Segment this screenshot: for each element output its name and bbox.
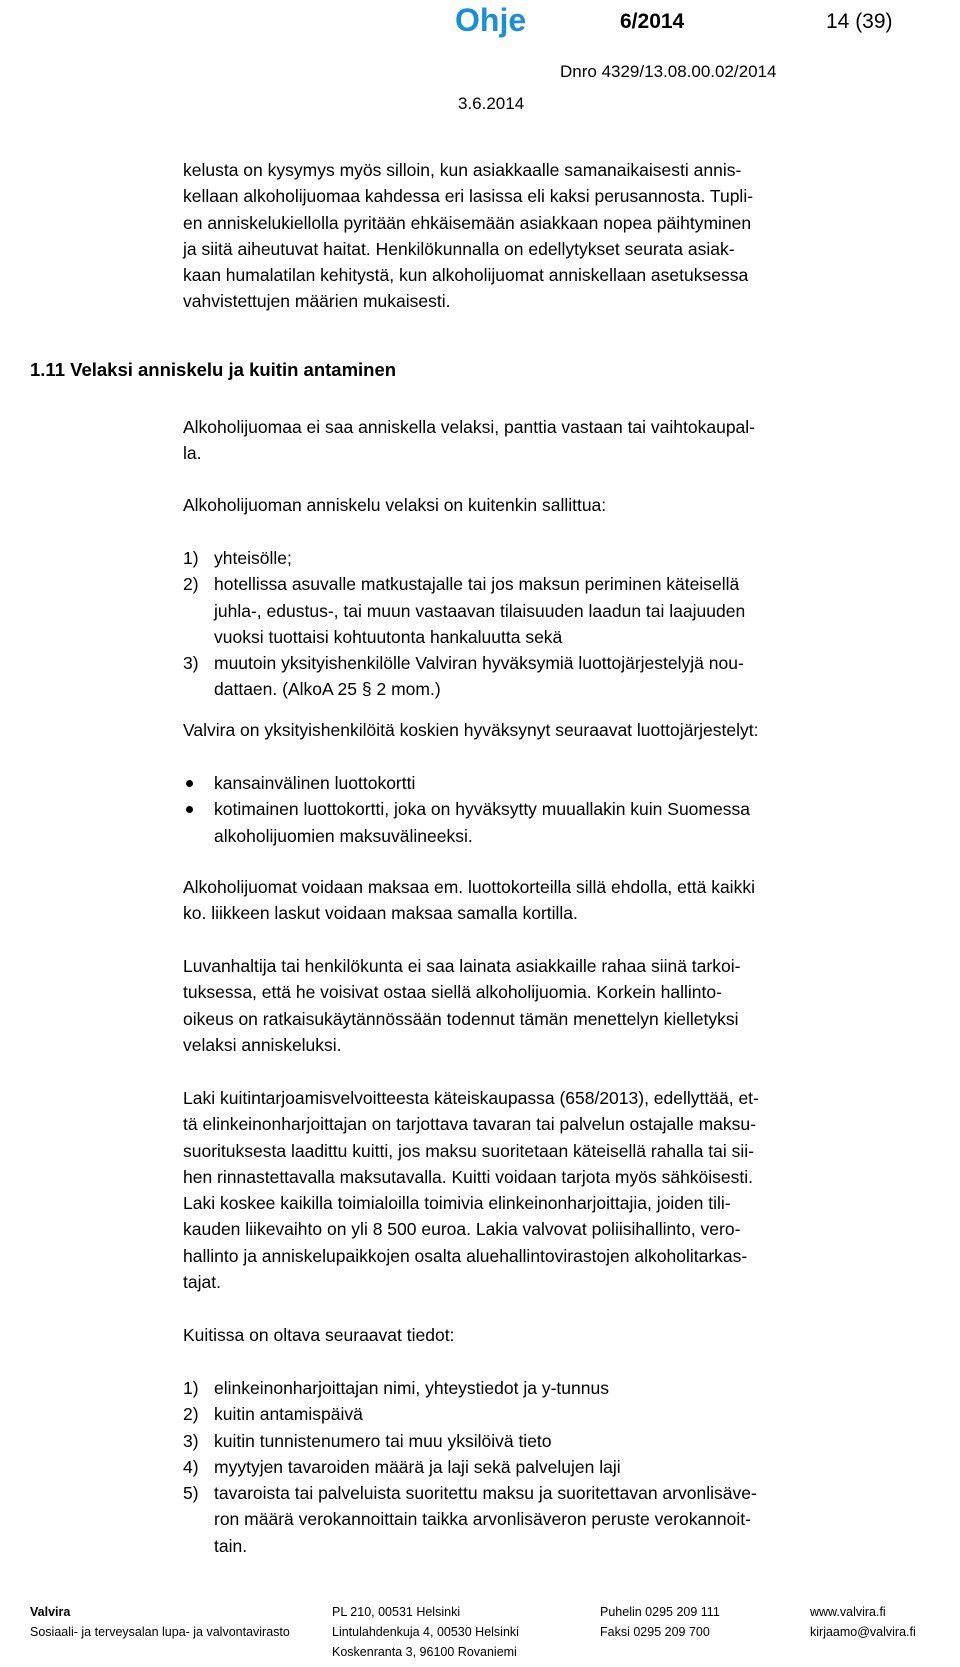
list-item: [183, 1428, 943, 1454]
text-line: Laki kuitintarjoamisvelvoitteesta käteiskaupassa (658/2013), edellyttää, et-: [183, 1088, 759, 1108]
paragraph-exceptions: [183, 492, 943, 518]
text-line: Kuitissa on oltava seuraavat tiedot:: [183, 1325, 455, 1345]
list-marker: 2): [183, 1404, 199, 1425]
text-line: hen rinnastettavalla maksutavalla. Kuitti voidaan tarjota myös sähköisesti.: [183, 1166, 754, 1187]
list-item: [183, 770, 943, 796]
text-line: vahvistettujen määrien mukaisesti.: [183, 291, 451, 312]
list-item: [183, 1480, 943, 1559]
list-item-text: elinkeinonharjoittajan nimi, yhteystiedot ja y-tunnus: [214, 1378, 609, 1398]
footer-address: PL 210, 00531 Helsinki: [332, 1605, 461, 1619]
list-item-text: muutoin yksityishenkilölle Valviran hyväksymiä luottojärjestelyjä nou-: [214, 653, 744, 674]
list-item-text: kuitin tunnistenumero tai muu yksilöivä tieto: [214, 1430, 552, 1451]
text-line: oikeus on ratkaisukäytännössään todennut tämän menettelyn kielletyksi: [183, 1008, 739, 1029]
list-item: [183, 1454, 943, 1480]
list-marker: 4): [183, 1456, 199, 1477]
list-item-text: ron määrä verokannoittain taikka arvonlisäveron peruste verokannoit-: [214, 1509, 751, 1530]
text-line: kelusta on kysymys myös silloin, kun asiakkaalle samanaikaisesti annis-: [183, 160, 742, 180]
list-item-text: dattaen. (AlkoA 25 § 2 mom.): [214, 679, 441, 700]
paragraph-lending: [183, 953, 943, 1058]
text-line: ja siitä aiheutuvat haitat. Henkilökunnalla on edellytykset seurata asiak-: [183, 238, 735, 259]
receipt-info-list: [183, 1375, 943, 1559]
paragraph-receipt-contents: [183, 1322, 943, 1348]
list-item: [183, 796, 943, 849]
record-number: Dnro 4329/13.08.00.02/2014: [560, 62, 777, 81]
intro-paragraph: [183, 157, 943, 315]
text-line: en anniskelukiellolla pyritään ehkäisemään asiakkaan nopea päihtyminen: [183, 212, 752, 233]
text-line: kauden liikevaihto on yli 8 500 euroa. Lakia valvovat poliisihallinto, vero-: [183, 1219, 741, 1240]
list-item-text: juhla-, edustus-, tai muun vastaavan tilaisuuden laadun tai laajuuden: [214, 600, 746, 621]
list-item: [183, 650, 943, 703]
text-line: kellaan alkoholijuomaa kahdessa eri lasissa eli kaksi perusannosta. Tupli-: [183, 186, 754, 207]
list-item-text: myytyjen tavaroiden määrä ja laji sekä palvelujen laji: [214, 1456, 621, 1477]
text-line: hallinto ja anniskelupaikkojen osalta aluehallintovirastojen alkoholitarkas-: [183, 1245, 748, 1266]
list-marker: 3): [183, 653, 199, 674]
text-line: Laki koskee kaikilla toimialoilla toimivia elinkeinonharjoittajia, joiden tili-: [183, 1193, 731, 1214]
text-line: tajat.: [183, 1272, 221, 1293]
list-item-text: kuitin antamispäivä: [214, 1404, 363, 1425]
list-item: [183, 545, 943, 571]
footer-website-link[interactable]: www.valvira.fi: [810, 1605, 886, 1619]
text-line: Alkoholijuoman anniskelu velaksi on kuitenkin sallittua:: [183, 495, 607, 515]
paragraph-credit-arrangements: [183, 717, 943, 743]
list-marker: 1): [183, 548, 199, 568]
text-line: tuksessa, että he voisivat ostaa siellä alkoholijuomia. Korkein hallinto-: [183, 982, 722, 1003]
list-marker: 5): [183, 1483, 199, 1504]
list-item-text: alkoholijuomien maksuvälineeksi.: [214, 825, 473, 846]
bullet-icon: [186, 780, 193, 787]
text-line: suorituksesta laadittu kuitti, jos maksu suoritetaan käteisellä rahalla tai sii-: [183, 1140, 754, 1161]
footer-phone: Puhelin 0295 209 111: [600, 1605, 720, 1619]
list-marker: 3): [183, 1430, 199, 1451]
list-item: [183, 1401, 943, 1427]
text-line: Luvanhaltija tai henkilökunta ei saa lainata asiakkaille rahaa siinä tarkoi-: [183, 956, 741, 976]
footer-org-full: Sosiaali- ja terveysalan lupa- ja valvontavirasto: [30, 1625, 290, 1639]
footer-address: Lintulahdenkuja 4, 00530 Helsinki: [332, 1625, 519, 1639]
text-line: la.: [183, 443, 202, 464]
text-line: tä elinkeinonharjoittajan on tarjottava tavaran tai palvelun ostajalle maksu-: [183, 1114, 756, 1135]
footer-fax: Faksi 0295 209 700: [600, 1625, 710, 1639]
list-item-text: yhteisölle;: [214, 548, 292, 568]
exceptions-list: [183, 545, 943, 703]
paragraph-receipt-law: [183, 1085, 943, 1295]
text-line: velaksi anniskeluksi.: [183, 1034, 342, 1055]
paragraph-card-payment: [183, 874, 943, 927]
list-marker: 2): [183, 574, 199, 595]
document-type: Ohje: [455, 2, 527, 38]
list-marker: 1): [183, 1378, 199, 1398]
text-line: Alkoholijuomat voidaan maksaa em. luottokorteilla sillä ehdolla, että kaikki: [183, 877, 755, 897]
footer-org: Valvira: [30, 1605, 71, 1619]
text-line: Alkoholijuomaa ei saa anniskella velaksi, panttia vastaan tai vaihtokaupal-: [183, 417, 756, 437]
list-item-text: hotellissa asuvalle matkustajalle tai jos maksun periminen käteisellä: [214, 574, 740, 595]
credit-card-list: [183, 770, 943, 849]
text-line: kaan humalatilan kehitystä, kun alkoholijuomat anniskellaan asetuksessa: [183, 265, 749, 286]
list-item-text: kansainvälinen luottokortti: [214, 773, 416, 793]
text-line: Valvira on yksityishenkilöitä koskien hyväksynyt seuraavat luottojärjestelyt:: [183, 720, 759, 740]
document-date: 3.6.2014: [458, 94, 525, 113]
list-item: [183, 571, 943, 650]
list-item-text: vuoksi tuottaisi kohtuutonta hankaluutta sekä: [214, 626, 563, 647]
text-line: ko. liikkeen laskut voidaan maksaa samalla kortilla.: [183, 903, 578, 924]
paragraph-no-credit: [183, 414, 943, 467]
footer-email-link[interactable]: kirjaamo@valvira.fi: [810, 1625, 916, 1639]
list-item-text: kotimainen luottokortti, joka on hyväksytty muuallakin kuin Suomessa: [214, 799, 750, 820]
document-number: 6/2014: [620, 10, 685, 33]
list-item-text: tavaroista tai palveluista suoritettu maksu ja suoritettavan arvonlisäve-: [214, 1483, 757, 1504]
list-item-text: tain.: [214, 1535, 248, 1556]
page-number: 14 (39): [826, 10, 893, 33]
list-item: [183, 1375, 943, 1401]
section-heading: 1.11 Velaksi anniskelu ja kuitin antaminen: [30, 359, 397, 380]
footer-address: Koskenranta 3, 96100 Rovaniemi: [332, 1645, 517, 1659]
